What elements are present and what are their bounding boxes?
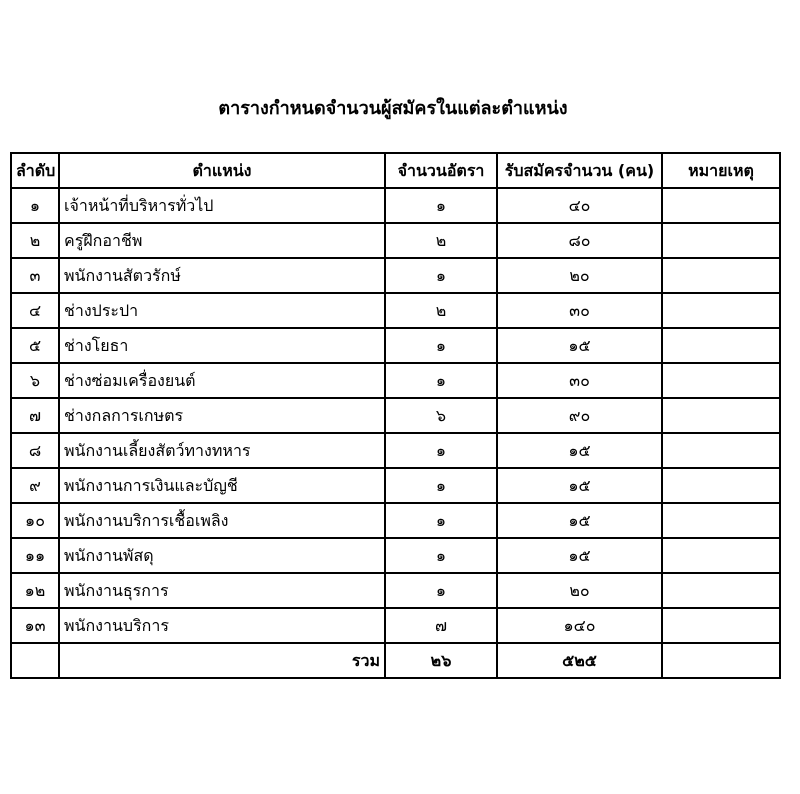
row-position: พนักงานการเงินและบัญชี [59, 468, 385, 503]
row-order-no: ๖ [11, 363, 59, 398]
table-row [11, 433, 780, 468]
total-label: รวม [59, 643, 385, 678]
row-remark [662, 328, 780, 363]
row-order-no: ๘ [11, 433, 59, 468]
row-rate-count: ๒ [385, 293, 497, 328]
row-order-no: ๔ [11, 293, 59, 328]
row-applicant-count: ๓๐ [497, 363, 662, 398]
row-remark [662, 363, 780, 398]
row-remark [662, 468, 780, 503]
row-applicant-count: ๑๕ [497, 433, 662, 468]
table-row [11, 363, 780, 398]
row-order-no: ๓ [11, 258, 59, 293]
row-rate-count: ๒ [385, 223, 497, 258]
row-order-no: ๙ [11, 468, 59, 503]
row-rate-count: ๑ [385, 188, 497, 223]
table-row [11, 293, 780, 328]
row-remark [662, 608, 780, 643]
row-order-no: ๑ [11, 188, 59, 223]
row-order-no: ๗ [11, 398, 59, 433]
table-row [11, 538, 780, 573]
row-rate-count: ๑ [385, 258, 497, 293]
row-position: ช่างโยธา [59, 328, 385, 363]
table-row [11, 223, 780, 258]
row-position: พนักงานธุรการ [59, 573, 385, 608]
row-rate-count: ๗ [385, 608, 497, 643]
row-position: พนักงานสัตวรักษ์ [59, 258, 385, 293]
row-remark [662, 258, 780, 293]
row-order-no: ๑๒ [11, 573, 59, 608]
row-remark [662, 293, 780, 328]
row-applicant-count: ๓๐ [497, 293, 662, 328]
total-row [11, 643, 780, 678]
table-row [11, 258, 780, 293]
row-remark [662, 573, 780, 608]
row-remark [662, 538, 780, 573]
row-position: พนักงานพัสดุ [59, 538, 385, 573]
header-position: ตำแหน่ง [59, 153, 385, 188]
table-row [11, 503, 780, 538]
row-rate-count: ๑ [385, 363, 497, 398]
row-applicant-count: ๑๕ [497, 328, 662, 363]
row-remark [662, 188, 780, 223]
row-rate-count: ๑ [385, 538, 497, 573]
row-applicant-count: ๒๐ [497, 258, 662, 293]
row-order-no: ๒ [11, 223, 59, 258]
row-order-no: ๑๑ [11, 538, 59, 573]
row-applicant-count: ๘๐ [497, 223, 662, 258]
row-remark [662, 503, 780, 538]
row-order-no: ๕ [11, 328, 59, 363]
table-row [11, 398, 780, 433]
row-applicant-count: ๒๐ [497, 573, 662, 608]
row-applicant-count: ๑๕ [497, 538, 662, 573]
row-position: ช่างประปา [59, 293, 385, 328]
row-rate-count: ๑ [385, 328, 497, 363]
row-remark [662, 223, 780, 258]
header-order-no: ลำดับ [11, 153, 59, 188]
row-position: ช่างซ่อมเครื่องยนต์ [59, 363, 385, 398]
row-applicant-count: ๑๕ [497, 468, 662, 503]
table-row [11, 573, 780, 608]
page-title: ตารางกำหนดจำนวนผู้สมัครในแต่ละตำแหน่ง [218, 98, 568, 119]
row-order-no: ๑๐ [11, 503, 59, 538]
row-rate-count: ๑ [385, 468, 497, 503]
header-applicant-count: รับสมัครจำนวน (คน) [497, 153, 662, 188]
row-position: ช่างกลการเกษตร [59, 398, 385, 433]
table-row [11, 468, 780, 503]
total-remark-cell [662, 643, 780, 678]
table-row [11, 608, 780, 643]
row-order-no: ๑๓ [11, 608, 59, 643]
total-applicants: ๕๒๕ [497, 643, 662, 678]
row-rate-count: ๑ [385, 503, 497, 538]
row-rate-count: ๑ [385, 573, 497, 608]
row-rate-count: ๑ [385, 433, 497, 468]
table-row [11, 328, 780, 363]
header-rate-count: จำนวนอัตรา [385, 153, 497, 188]
row-position: พนักงานเลี้ยงสัตว์ทางทหาร [59, 433, 385, 468]
row-position: เจ้าหน้าที่บริหารทั่วไป [59, 188, 385, 223]
row-position: พนักงานบริการเชื้อเพลิง [59, 503, 385, 538]
row-applicant-count: ๙๐ [497, 398, 662, 433]
row-position: พนักงานบริการ [59, 608, 385, 643]
position-quota-table [10, 152, 781, 679]
row-position: ครูฝึกอาชีพ [59, 223, 385, 258]
table-row [11, 188, 780, 223]
total-rate: ๒๖ [385, 643, 497, 678]
row-rate-count: ๖ [385, 398, 497, 433]
row-remark [662, 398, 780, 433]
table-body [11, 188, 780, 643]
row-applicant-count: ๔๐ [497, 188, 662, 223]
table-header-row [11, 153, 780, 188]
row-applicant-count: ๑๔๐ [497, 608, 662, 643]
total-order-cell [11, 643, 59, 678]
row-applicant-count: ๑๕ [497, 503, 662, 538]
row-remark [662, 433, 780, 468]
header-remark: หมายเหตุ [662, 153, 780, 188]
